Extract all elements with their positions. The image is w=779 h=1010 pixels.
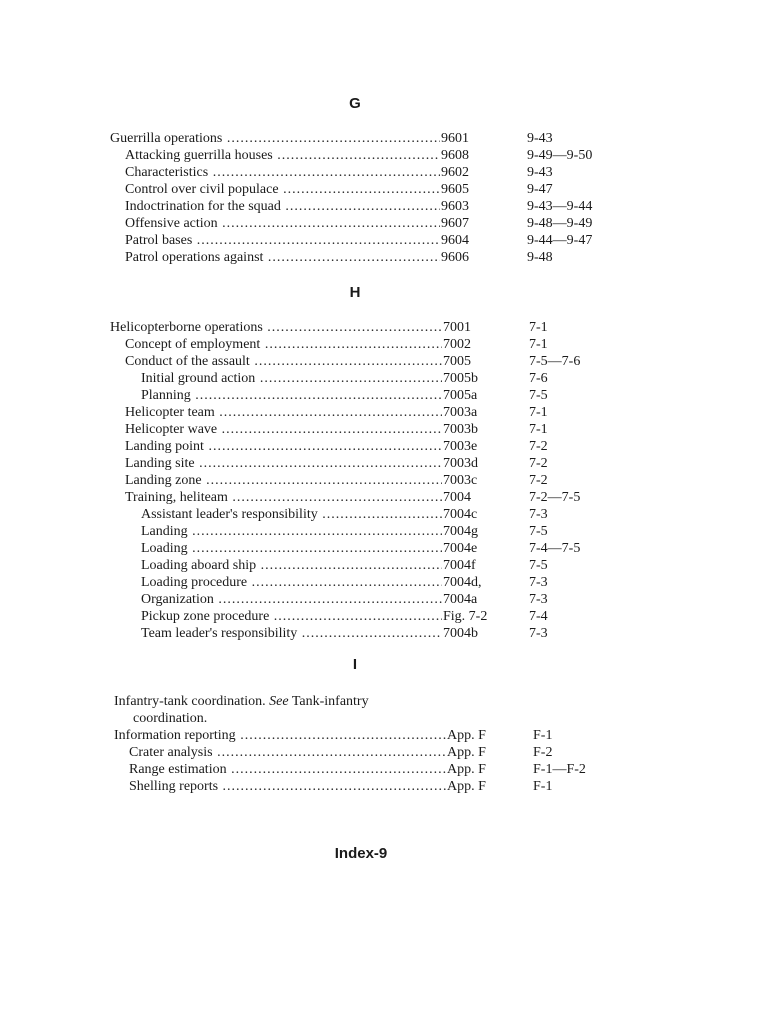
index-section-i	[114, 727, 614, 795]
entry-paragraph-ref: 7004	[443, 490, 471, 505]
entry-paragraph-ref: 7004b	[443, 626, 478, 641]
entry-paragraph-ref: 9607	[441, 216, 469, 231]
entry-term: Helicopterborne operations	[110, 320, 263, 335]
entry-paragraph-ref: App. F	[447, 745, 486, 760]
index-entry	[110, 387, 610, 404]
entry-paragraph-ref: 7001	[443, 320, 471, 335]
note-prefix: Infantry-tank coordination.	[114, 694, 266, 709]
entry-page-ref: 9-43—9-44	[527, 199, 593, 214]
entry-term: Organization	[141, 592, 214, 607]
index-entry	[110, 404, 610, 421]
entry-paragraph-ref: 9604	[441, 233, 469, 248]
entry-term: Crater analysis	[129, 745, 213, 760]
entry-page-ref: 7-5	[529, 524, 548, 539]
entry-paragraph-ref: 9601	[441, 131, 469, 146]
entry-term: Range estimation	[129, 762, 227, 777]
entry-page-ref: 9-48	[527, 250, 553, 265]
entry-page-ref: 9-43	[527, 131, 553, 146]
entry-term: Conduct of the assault	[125, 354, 250, 369]
entry-paragraph-ref: 7005	[443, 354, 471, 369]
index-entry	[110, 232, 610, 249]
index-section-h	[110, 319, 610, 642]
entry-page-ref: 9-48—9-49	[527, 216, 593, 231]
entry-page-ref: 9-47	[527, 182, 553, 197]
index-entry	[110, 574, 610, 591]
note-target: Tank-infantry	[291, 694, 369, 709]
entry-paragraph-ref: 7004d,	[443, 575, 482, 590]
index-entry	[110, 489, 610, 506]
section-heading-i: I	[352, 656, 358, 673]
see-reference-note	[114, 693, 583, 727]
note-continuation: coordination.	[133, 711, 208, 726]
index-entry	[110, 181, 610, 198]
entry-page-ref: 7-2	[529, 473, 548, 488]
entry-paragraph-ref: App. F	[447, 728, 486, 743]
entry-paragraph-ref: 7005b	[443, 371, 478, 386]
entry-term: Patrol bases	[125, 233, 193, 248]
index-entry	[110, 198, 610, 215]
index-entry	[110, 438, 610, 455]
entry-paragraph-ref: 7003c	[443, 473, 478, 488]
entry-page-ref: 7-3	[529, 575, 548, 590]
entry-paragraph-ref: 7002	[443, 337, 471, 352]
index-entry	[110, 130, 610, 147]
entry-term: Patrol operations against	[125, 250, 264, 265]
entry-page-ref: 7-4—7-5	[529, 541, 581, 556]
index-entry	[110, 370, 610, 387]
entry-page-ref: 7-2	[529, 439, 548, 454]
entry-term: Initial ground action	[141, 371, 256, 386]
entry-paragraph-ref: 7004a	[443, 592, 478, 607]
entry-term: Landing site	[125, 456, 195, 471]
index-section-g	[110, 130, 610, 266]
index-entry	[110, 249, 610, 266]
index-entry	[110, 540, 610, 557]
index-entry	[110, 591, 610, 608]
index-entry	[110, 557, 610, 574]
entry-page-ref: 7-5	[529, 558, 548, 573]
entry-paragraph-ref: 7003b	[443, 422, 478, 437]
entry-page-ref: F-1	[533, 728, 553, 743]
entry-page-ref: F-1—F-2	[533, 762, 586, 777]
entry-term: Team leader's responsibility	[141, 626, 298, 641]
note-see: See	[269, 694, 289, 709]
entry-page-ref: F-1	[533, 779, 553, 794]
index-entry	[110, 625, 610, 642]
page-footer: Index-9	[334, 845, 388, 862]
entry-term: Shelling reports	[129, 779, 219, 794]
index-entry	[110, 472, 610, 489]
index-entry	[110, 164, 610, 181]
entry-term: Assistant leader's responsibility	[141, 507, 318, 522]
index-entry	[114, 778, 614, 795]
entry-page-ref: 7-1	[529, 337, 548, 352]
entry-term: Landing point	[125, 439, 204, 454]
entry-term: Helicopter team	[125, 405, 215, 420]
entry-page-ref: 7-3	[529, 592, 548, 607]
entry-term: Attacking guerrilla houses	[125, 148, 273, 163]
index-entry	[110, 353, 610, 370]
entry-term: Helicopter wave	[125, 422, 218, 437]
entry-paragraph-ref: 7003e	[443, 439, 478, 454]
entry-term: Concept of employment	[125, 337, 261, 352]
entry-page-ref: 7-6	[529, 371, 548, 386]
entry-paragraph-ref: 9606	[441, 250, 469, 265]
entry-term: Landing	[141, 524, 188, 539]
entry-term: Pickup zone procedure	[141, 609, 270, 624]
entry-page-ref: 7-2—7-5	[529, 490, 581, 505]
entry-paragraph-ref: 7003a	[443, 405, 478, 420]
entry-page-ref: 7-3	[529, 507, 548, 522]
entry-term: Characteristics	[125, 165, 209, 180]
entry-page-ref: F-2	[533, 745, 553, 760]
index-entry	[110, 506, 610, 523]
entry-term: Indoctrination for the squad	[125, 199, 281, 214]
entry-page-ref: 7-2	[529, 456, 548, 471]
entry-term: Control over civil populace	[125, 182, 279, 197]
entry-paragraph-ref: 7004e	[443, 541, 478, 556]
entry-term: Loading procedure	[141, 575, 248, 590]
entry-page-ref: 9-49—9-50	[527, 148, 593, 163]
entry-paragraph-ref: Fig. 7-2	[443, 609, 488, 624]
entry-term: Loading	[141, 541, 188, 556]
entry-paragraph-ref: App. F	[447, 762, 486, 777]
entry-term: Landing zone	[125, 473, 202, 488]
entry-paragraph-ref: 7004f	[443, 558, 476, 573]
entry-term: Guerrilla operations	[110, 131, 223, 146]
entry-paragraph-ref: 9605	[441, 182, 469, 197]
section-heading-h: H	[349, 284, 361, 301]
entry-term: Planning	[141, 388, 191, 403]
entry-page-ref: 7-1	[529, 320, 548, 335]
entry-term: Loading aboard ship	[141, 558, 257, 573]
index-entry	[110, 455, 610, 472]
entry-paragraph-ref: 9602	[441, 165, 469, 180]
entry-page-ref: 7-5	[529, 388, 548, 403]
index-entry	[114, 744, 614, 761]
index-entry	[110, 147, 610, 164]
entry-paragraph-ref: 7004c	[443, 507, 478, 522]
entry-paragraph-ref: 9603	[441, 199, 469, 214]
entry-page-ref: 7-1	[529, 422, 548, 437]
entry-term: Training, heliteam	[125, 490, 228, 505]
entry-page-ref: 7-5—7-6	[529, 354, 581, 369]
index-entry	[114, 761, 614, 778]
index-entry	[110, 336, 610, 353]
index-entry	[114, 727, 614, 744]
index-entry	[110, 319, 610, 336]
entry-paragraph-ref: App. F	[447, 779, 486, 794]
index-entry	[110, 523, 610, 540]
entry-page-ref: 9-44—9-47	[527, 233, 593, 248]
index-entry	[110, 608, 610, 625]
entry-page-ref: 7-3	[529, 626, 548, 641]
entry-term: Information reporting	[114, 728, 236, 743]
entry-paragraph-ref: 7004g	[443, 524, 478, 539]
entry-paragraph-ref: 7005a	[443, 388, 478, 403]
entry-page-ref: 9-43	[527, 165, 553, 180]
entry-paragraph-ref: 7003d	[443, 456, 478, 471]
entry-page-ref: 7-1	[529, 405, 548, 420]
entry-page-ref: 7-4	[529, 609, 548, 624]
section-heading-g: G	[349, 95, 361, 112]
entry-term: Offensive action	[125, 216, 218, 231]
index-entry	[110, 421, 610, 438]
index-entry	[110, 215, 610, 232]
entry-paragraph-ref: 9608	[441, 148, 469, 163]
